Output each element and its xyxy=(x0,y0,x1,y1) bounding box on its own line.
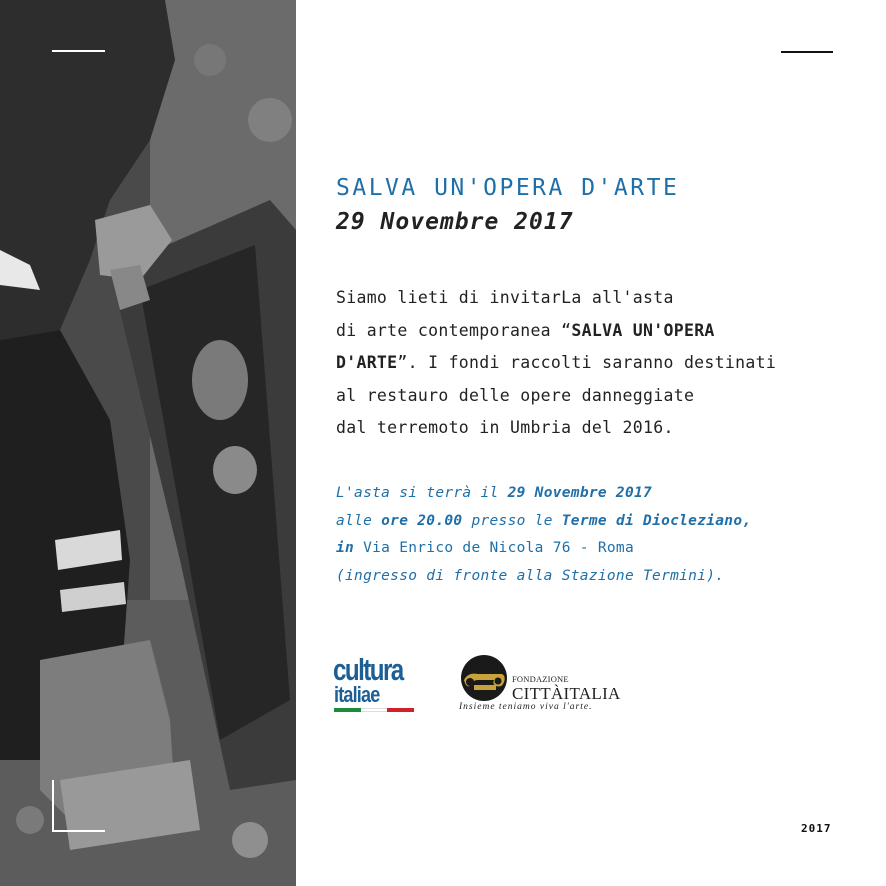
event-line-2 xyxy=(336,508,751,536)
italiae-logo-word: italiae xyxy=(334,682,380,707)
event-line-3 xyxy=(336,535,751,563)
invitation-line-2-text: di arte contemporanea “ xyxy=(336,320,572,340)
invitation-line-5: dal terremoto in Umbria del 2016. xyxy=(336,418,674,437)
event-line-1 xyxy=(336,480,751,508)
flag-red xyxy=(387,708,414,712)
footer-year: 2017 xyxy=(801,822,832,835)
flag-white xyxy=(361,708,388,712)
fondazione-cittaitalia-logo xyxy=(458,652,638,716)
invitation-title-bold-1: SALVA UN'OPERA xyxy=(571,320,715,340)
cultura-logo-word: cultura xyxy=(333,652,403,687)
cultura-italiae-logo xyxy=(333,652,415,715)
event-line-2-text-a: alle xyxy=(336,512,382,529)
invitation-line-2 xyxy=(336,315,776,348)
event-title: SALVA UN'OPERA D'ARTE xyxy=(336,175,680,201)
invitation-line-3-text: ”. I fondi raccolti saranno destinati xyxy=(397,353,777,372)
event-venue-bold: Terme di Diocleziano, xyxy=(561,512,752,529)
event-address: Via Enrico de Nicola 76 - Roma xyxy=(354,540,634,556)
event-date-bold: 29 Novembre 2017 xyxy=(507,485,653,501)
ionic-capital-icon xyxy=(458,654,510,702)
event-line-2-text-b: presso le xyxy=(462,512,562,529)
flag-green xyxy=(334,708,361,712)
photo-illustration xyxy=(0,0,296,886)
corner-rule-top-right xyxy=(781,51,833,53)
invitation-line-1: Siamo lieti di invitarLa all'asta xyxy=(336,288,674,307)
event-details xyxy=(336,480,751,590)
fondazione-label: FONDAZIONE xyxy=(512,674,569,684)
event-time-bold: ore 20.00 xyxy=(381,512,463,529)
cittaitalia-label: CITTÀITALIA xyxy=(512,684,621,703)
event-date: 29 Novembre 2017 xyxy=(336,209,574,235)
fondazione-tagline: Insieme teniamo viva l'arte. xyxy=(459,702,593,712)
corner-rule-bottom-left-vertical xyxy=(52,780,54,832)
italian-flag-stripe xyxy=(334,708,414,712)
corner-rule-bottom-left-horizontal xyxy=(52,830,105,832)
event-line-1-text: L'asta si terrà il xyxy=(336,485,508,501)
invitation-line-4: al restauro delle opere danneggiate xyxy=(336,385,695,405)
photo-rescue-painting xyxy=(0,0,296,886)
invitation-paragraph xyxy=(336,282,776,445)
corner-rule-top-left xyxy=(52,50,105,52)
invitation-line-3 xyxy=(336,347,776,380)
event-in-bold: in xyxy=(336,540,355,556)
event-line-4: (ingresso di fronte alla Stazione Termini). xyxy=(336,567,725,584)
invitation-title-bold-2: D'ARTE xyxy=(336,353,398,372)
